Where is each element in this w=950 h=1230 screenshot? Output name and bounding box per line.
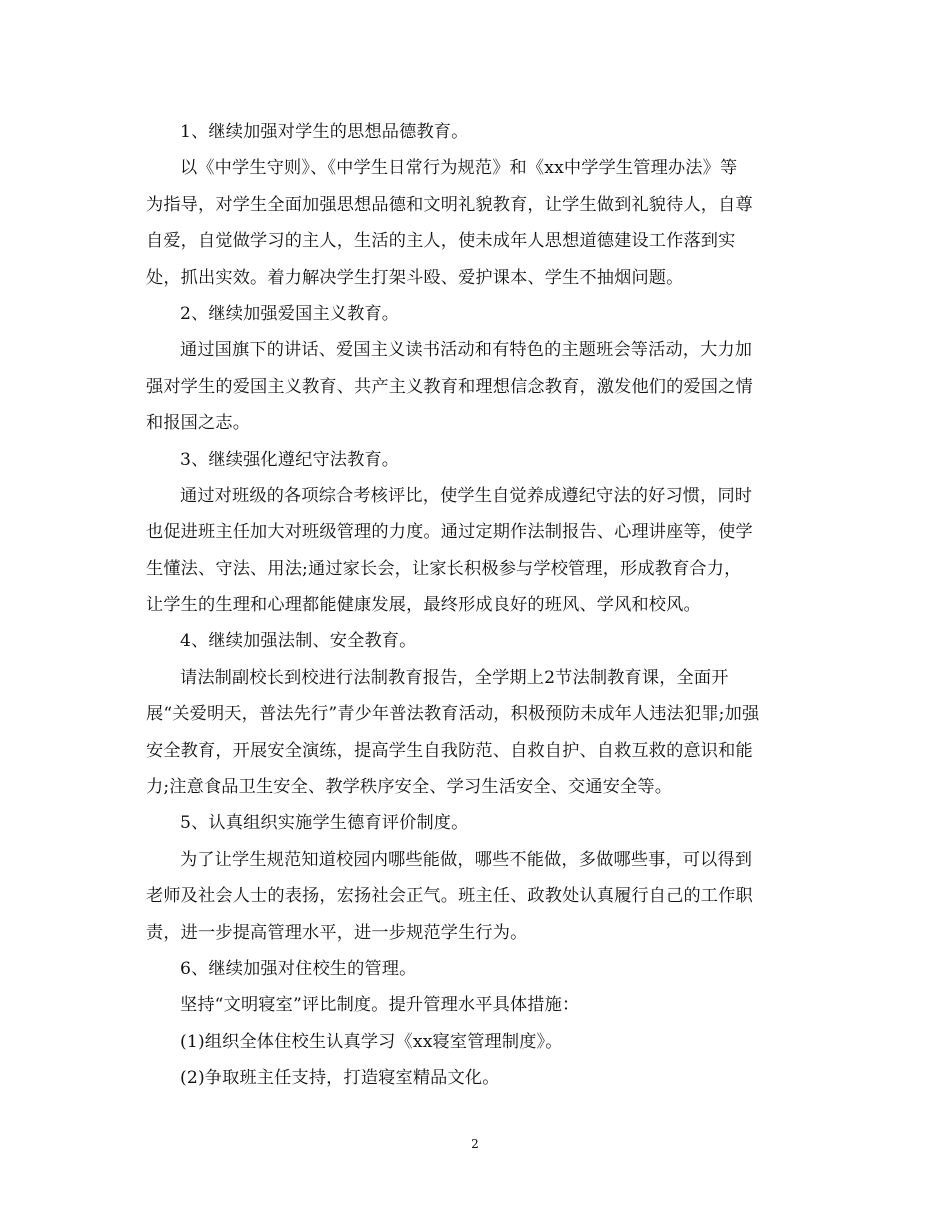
paragraph-line: 自爱，自觉做学习的主人，生活的主人，使未成年人思想道德建设工作落到实: [146, 231, 736, 252]
section-heading-1: 1、继续加强对学生的思想品德教育。: [180, 122, 469, 142]
paragraph-line: 坚持“文明寝室”评比制度。提升管理水平具体措施：: [180, 995, 580, 1016]
section-heading-5: 5、认真组织实施学生德育评价制度。: [180, 813, 469, 834]
list-item: (1)组织全体住校生认真学习《xx寝室管理制度》。: [180, 1031, 563, 1052]
section-heading-3: 3、继续强化遵纪守法教育。: [180, 449, 400, 470]
paragraph-line: 责，进一步提高管理水平，进一步规范学生行为。: [146, 922, 528, 943]
paragraph-line: 处，抓出实效。着力解决学生打架斗殴、爱护课本、学生不抽烟问题。: [146, 267, 684, 288]
paragraph-line: 请法制副校长到校进行法制教育报告，全学期上2节法制教育课，全面开: [180, 667, 729, 688]
section-heading-2: 2、继续加强爱国主义教育。: [180, 303, 400, 324]
paragraph-line: 以《中学生守则》、《中学生日常行为规范》和《xx中学学生管理办法》等: [180, 158, 738, 179]
section-heading-6: 6、继续加强对住校生的管理。: [180, 958, 417, 979]
paragraph-line: 通过对班级的各项综合考核评比，使学生自觉养成遵纪守法的好习惯，同时: [180, 485, 753, 506]
paragraph-line: 为指导，对学生全面加强思想品德和文明礼貌教育，让学生做到礼貌待人，自尊: [146, 194, 753, 215]
paragraph-line: 安全教育，开展安全演练，提高学生自我防范、自救自护、自救互救的意识和能: [146, 740, 753, 761]
paragraph-line: 老师及社会人士的表扬，宏扬社会正气。班主任、政教处认真履行自己的工作职: [146, 886, 753, 907]
paragraph-line: 让学生的生理和心理都能健康发展，最终形成良好的班风、学风和校风。: [146, 595, 701, 616]
document-body: [146, 114, 806, 1097]
list-item: (2)争取班主任支持，打造寝室精品文化。: [180, 1068, 500, 1089]
page-number: 2: [471, 1137, 479, 1151]
paragraph-line: 也促进班主任加大对班级管理的力度。通过定期作法制报告、心理讲座等，使学: [146, 522, 753, 543]
paragraph-line: 和报国之志。: [146, 413, 251, 434]
paragraph-line: 生懂法、守法、用法;通过家长会，让家长积极参与学校管理，形成教育合力，: [146, 558, 742, 579]
paragraph-line: 通过国旗下的讲话、爱国主义读书活动和有特色的主题班会等活动，大力加: [180, 340, 753, 361]
paragraph-line: 展“关爱明天，普法先行”青少年普法教育活动，积极预防未成年人违法犯罪;加强: [146, 704, 760, 725]
paragraph-line: 力;注意食品卫生安全、教学秩序安全、学习生活安全、交通安全等。: [146, 777, 673, 798]
paragraph-line: 为了让学生规范知道校园内哪些能做，哪些不能做，多做哪些事，可以得到: [180, 849, 753, 870]
section-heading-4: 4、继续加强法制、安全教育。: [180, 631, 417, 652]
paragraph-line: 强对学生的爱国主义教育、共产主义教育和理想信念教育，激发他们的爱国之情: [146, 376, 753, 397]
